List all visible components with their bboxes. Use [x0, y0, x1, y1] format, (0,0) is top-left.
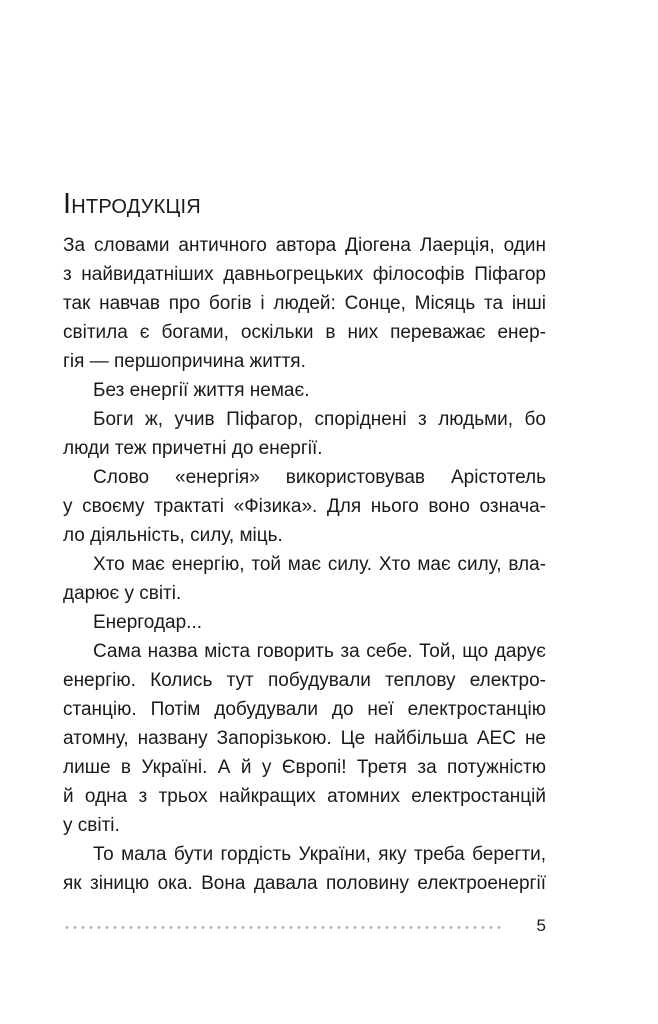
text-line: Боги ж, учив Піфагор, споріднені з людьми, бо: [93, 409, 546, 430]
text-line: За словами античного автора Діогена Лаерція, один: [63, 235, 546, 256]
text-line: Без енергії життя немає.: [93, 380, 310, 401]
text-line: з найвидатніших давньогрецьких філософів Піфагор: [63, 264, 546, 285]
text-line: станцію. Потім добудували до неї електростанцію: [63, 699, 546, 720]
text-line: дарює у світі.: [63, 583, 182, 604]
text-line: як зіницю ока. Вона давала половину електроенергії: [63, 873, 546, 894]
text-line: гія — першопричина життя.: [63, 351, 306, 372]
text-line: Хто має енергію, той має силу. Хто має силу, вла-: [93, 554, 546, 575]
text-line: люди теж причетні до енергії.: [63, 438, 323, 459]
page-footer: [63, 914, 546, 938]
body-text: [63, 231, 546, 898]
text-line: й одна з трьох найкращих атомних електростанцій: [63, 786, 546, 807]
page-number: 5: [536, 916, 546, 935]
text-line: Слово «енергія» використовував Арістотель: [93, 467, 546, 488]
text-line: у світі.: [63, 815, 120, 836]
text-line: ло діяльність, силу, міць.: [63, 525, 283, 546]
text-line: у своєму трактаті «Фізика». Для нього воно означа-: [63, 496, 546, 517]
text-line: Сама назва міста говорить за себе. Той, що дарує: [93, 641, 546, 662]
text-line: То мала бути гордість України, яку треба берегти,: [93, 844, 546, 865]
text-line: світила є богами, оскільки в них переважає енер-: [63, 322, 546, 343]
text-line: атомну, названу Запорізькою. Це найбільша АЕС не: [63, 728, 546, 749]
text-line: енергію. Колись тут побудували теплову електро-: [63, 670, 546, 691]
text-line: так навчав про богів і людей: Сонце, Місяць та інші: [63, 293, 546, 314]
text-line: Енергодар...: [93, 612, 203, 633]
dotted-rule: [63, 926, 505, 929]
text-line: лише в Україні. А й у Європі! Третя за потужністю: [63, 757, 546, 778]
chapter-title: Інтродукція: [63, 188, 201, 220]
